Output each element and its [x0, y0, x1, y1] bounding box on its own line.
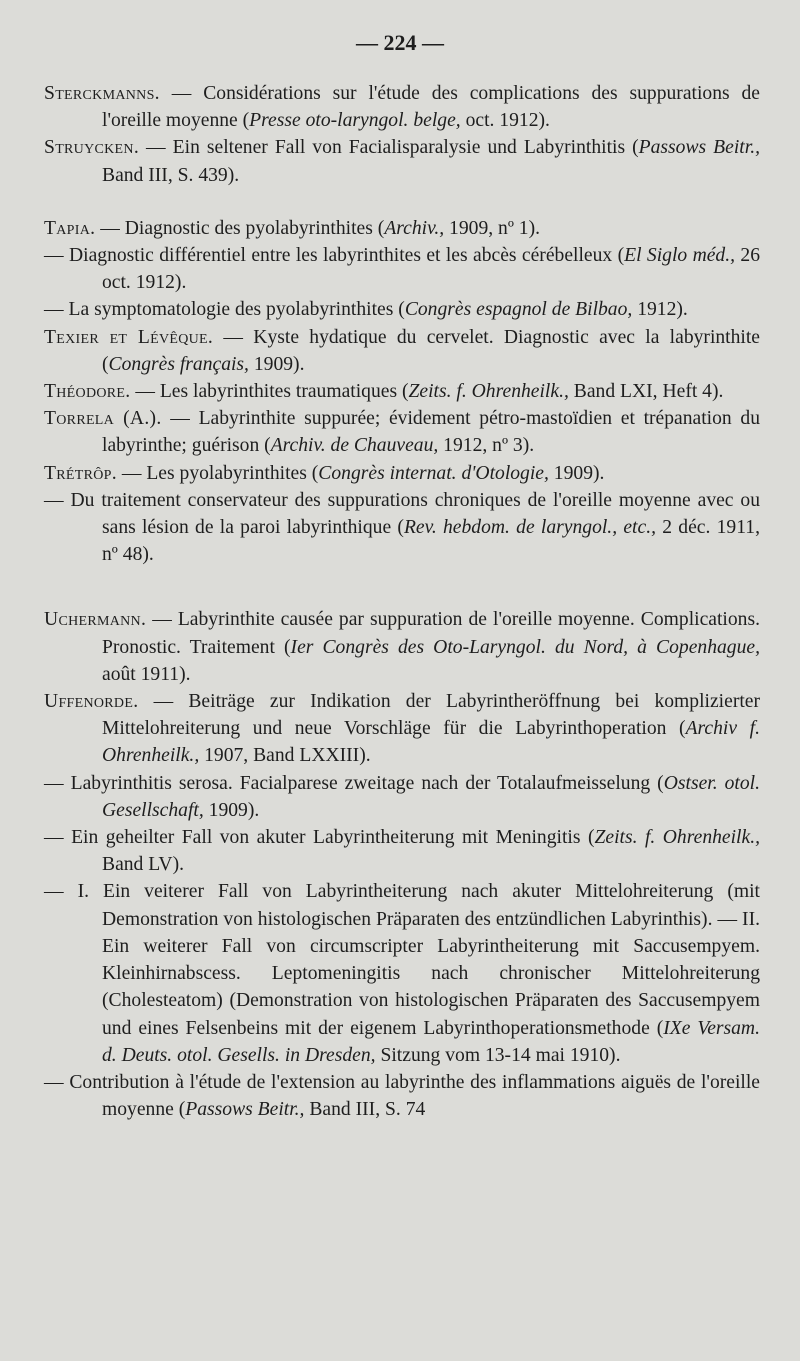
entry-source: Passows Beitr., — [185, 1099, 305, 1121]
entry-tail: Band LXI, Heft 4). — [568, 381, 724, 403]
entry-separator: — — [159, 83, 204, 104]
entry-source: IXe Versam. d. Deuts. otol. Gesells. in Dresden, — [102, 1017, 760, 1066]
entry-separator: — — [213, 326, 254, 348]
entry-tail: oct. 1912). — [460, 110, 550, 132]
entry-text: Labyrinthitis serosa. Facialparese zweitage nach der Totalaufmeisselung ( — [70, 772, 664, 794]
bibliography-entry — [44, 460, 760, 487]
entry-tail: Band III, S. 439). — [102, 164, 240, 186]
bibliography-entry — [44, 378, 760, 405]
entry-author: Uffenorde. — [44, 691, 139, 713]
entry-text: Diagnostic des pyolabyrinthites ( — [124, 217, 385, 239]
entry-separator: — — [44, 1071, 70, 1093]
entry-author: Tapia. — [44, 217, 96, 239]
entry-tail: 1907, Band LXXIII). — [199, 745, 371, 767]
entry-author: Sterckmanns. — [44, 83, 160, 104]
entry-text: Les labyrinthites traumatiques ( — [159, 381, 409, 403]
bibliography-entry — [44, 878, 760, 1068]
bibliography-entry — [44, 606, 760, 688]
entry-separator: — — [44, 827, 72, 849]
bibliography-entry — [44, 215, 760, 242]
entry-separator: — — [44, 881, 78, 903]
entry-source: Passows Beitr., — [638, 137, 760, 159]
bibliography-entry — [44, 242, 760, 296]
entry-source: Archiv. de Chauveau, — [270, 435, 439, 457]
entry-separator: — — [139, 137, 173, 159]
bibliography-entry — [44, 80, 760, 134]
entry-author: Uchermann. — [44, 609, 147, 631]
entry-text: Beiträge zur Indikation der Labyrintheröffnung bei komplizierter Mittelohreiterung und neue Vorschläge für die Labyrinthoperation ( — [102, 691, 761, 740]
entry-source: Zeits. f. Ohrenheilk., — [408, 381, 569, 403]
bibliography-list — [44, 80, 760, 1123]
entry-tail: Sitzung vom 13-14 mai 1910). — [375, 1044, 621, 1066]
entry-author: Torrela (A.). — [44, 408, 162, 430]
entry-separator: — — [130, 381, 160, 403]
entry-tail: 1912, nº 3). — [438, 435, 535, 457]
entry-text: Du traitement conservateur des suppurations chroniques de l'oreille moyenne avec ou sans lésion de la paroi labyrinthique ( — [70, 489, 760, 539]
entry-text: Ein seltener Fall von Facialisparalysie und Labyrinthitis ( — [172, 137, 639, 159]
entry-text: Ein geheilter Fall von akuter Labyrintheiterung mit Meningitis ( — [71, 827, 595, 849]
bibliography-entry — [44, 405, 760, 459]
entry-text: I. Ein veiterer Fall von Labyrintheiterung nach akuter Mittelohreiterung (mit Demonstration von histologischen Präparaten des entzündlichen Labyrinthis). — II. Ein weiterer Fall von circumscripter Labyrintheiterung mit Saccusempyem. Kleinhirnabscess. Leptomeningitis nach chronischer Mittelohreiterung (Cholesteatom) (Demonstration von histologischen Präparaten des Saccusempyem und eines Felsenbeins mit der eigenem Labyrinthoperationsmethode ( — [77, 881, 760, 1039]
entry-separator: — — [44, 772, 71, 794]
entry-author: Struycken. — [44, 137, 140, 159]
bibliography-entry — [44, 296, 760, 323]
entry-tail: 26 oct. 1912). — [102, 245, 760, 294]
entry-separator: — — [44, 245, 69, 267]
bibliography-entry — [44, 134, 760, 188]
bibliography-entry — [44, 688, 760, 770]
entry-author: Trétrôp. — [44, 462, 117, 484]
entry-source: Congrès internat. d'Otologie, — [318, 462, 549, 484]
entry-separator: — — [44, 299, 69, 321]
entry-separator: — — [161, 408, 199, 430]
entry-separator: — — [138, 691, 189, 713]
entry-author: Théodore. — [44, 381, 131, 403]
entry-separator: — — [116, 462, 147, 484]
entry-source: Ostser. otol. Gesellschaft, — [102, 772, 761, 821]
entry-source: Archiv f. Ohrenheilk., — [102, 718, 760, 767]
entry-tail: Band LV). — [102, 854, 185, 876]
entry-source: Rev. hebdom. de laryngol., etc., — [403, 517, 656, 539]
entry-text: Contribution à l'étude de l'extension au labyrinthe des inflammations aiguës de l'oreille moyenne ( — [69, 1071, 760, 1121]
entry-text: Les pyolabyrinthites ( — [146, 462, 319, 484]
bibliography-entry — [44, 324, 760, 378]
entry-tail: 1912). — [632, 299, 688, 321]
entry-tail: août 1911). — [102, 663, 191, 685]
entry-author: Texier et Lévêque. — [44, 326, 214, 348]
entry-tail: Band III, S. 74 — [304, 1099, 426, 1121]
entry-separator: — — [44, 489, 71, 511]
entry-source: Presse oto-laryngol. belge, — [249, 110, 461, 132]
entry-separator: — — [95, 217, 125, 239]
entry-text: Kyste hydatique du cervelet. Diagnostic avec la labyrinthite ( — [102, 326, 761, 375]
entry-tail: 1909). — [248, 353, 305, 375]
bibliography-entry — [44, 824, 760, 878]
bibliography-entry — [44, 770, 760, 824]
entry-source: Congrès français, — [108, 353, 249, 375]
entry-source: Congrès espagnol de Bilbao, — [404, 299, 633, 321]
entry-tail: 1909). — [203, 799, 260, 821]
entry-tail: 2 déc. 1911, nº 48). — [102, 517, 760, 566]
entry-separator: — — [146, 609, 178, 631]
bibliography-entry — [44, 1069, 760, 1123]
entry-text: La symptomatologie des pyolabyrinthites ( — [68, 299, 405, 321]
entry-text: Considérations sur l'étude des complications des suppurations de l'oreille moyenne ( — [102, 83, 761, 132]
entry-text: Labyrinthite suppurée; évidement pétro-mastoïdien et trépanation du labyrinthe; guérison ( — [102, 408, 761, 457]
entry-source: Zeits. f. Ohrenheilk., — [594, 827, 760, 849]
entry-text: Diagnostic différentiel entre les labyrinthites et les abcès cérébelleux ( — [68, 245, 625, 267]
entry-source: Archiv., — [384, 217, 445, 239]
page-number: — 224 — — [356, 30, 444, 55]
bibliography-entry — [44, 487, 760, 569]
entry-tail: 1909). — [548, 462, 605, 484]
entry-tail: 1909, nº 1). — [444, 217, 541, 239]
entry-text: Labyrinthite causée par suppuration de l'oreille moyenne. Complications. Pronostic. Traitement ( — [102, 609, 760, 658]
entry-source: El Siglo méd., — [624, 245, 736, 267]
entry-source: Ier Congrès des Oto-Laryngol. du Nord, à Copenhague, — [290, 636, 760, 658]
